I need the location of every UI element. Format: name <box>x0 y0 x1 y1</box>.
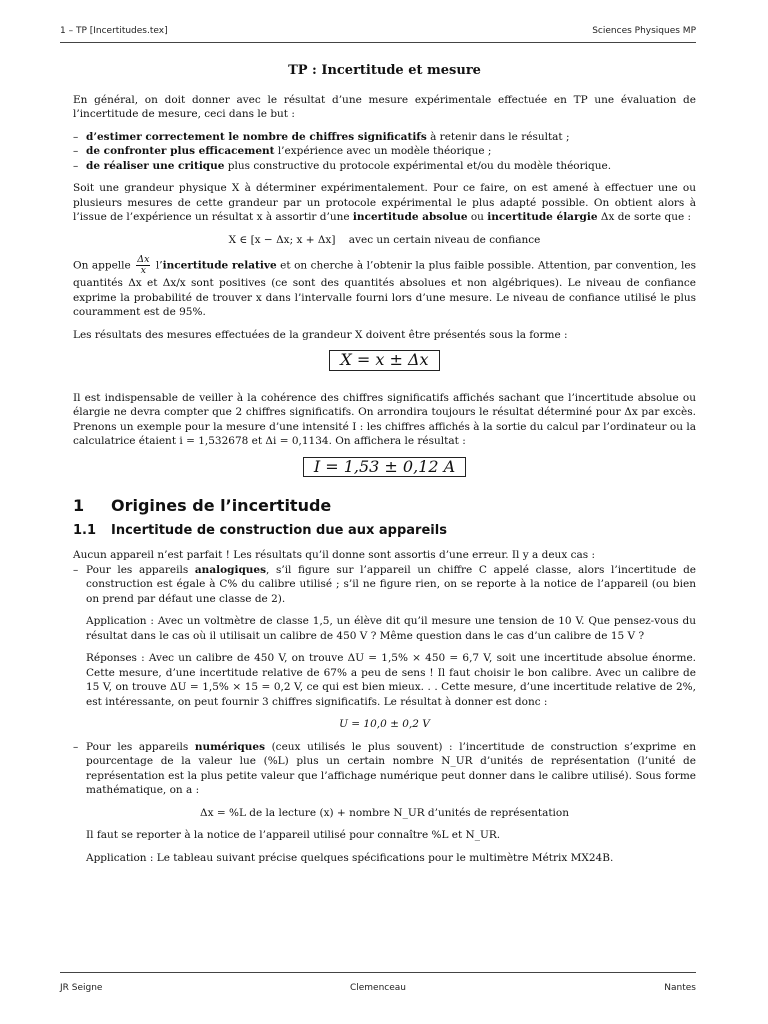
list-item <box>73 740 696 798</box>
fraction-numerator: Δx <box>137 254 150 265</box>
list-item <box>73 130 696 145</box>
devices-list <box>73 563 696 607</box>
notice-paragraph: Il faut se reporter à la notice de l’appareil utilisé pour connaître %L et N_UR. <box>86 829 501 841</box>
analog-text: , s’il figure sur l’appareil un chiffre C appelé classe, alors l’incertitude de construction est égale à C% du calibre utilisé ; s’il ne figure rien, on se reporte à la notice de l’appareil (ou bien on prend par défaut une classe de 2). <box>86 563 696 605</box>
application2-paragraph: Application : Le tableau suivant précise quelques spécifications pour le multimètre Métrix MX24B. <box>86 851 614 864</box>
page-title: TP : Incertitude et mesure <box>288 63 481 78</box>
numeric-text: (ceux utilisés le plus souvent) : l’incertitude de construction s’exprime en pourcentage de la valeur lue (%L) plus un certain nombre N_UR d’unités de représentation (l’unité de représentation est la plus petite valeur que l’affichage numérique peut donner dans le calibre utilisé). Sous forme mathématique, on a : <box>86 740 696 796</box>
extended-uncertainty-term: incertitude élargie <box>487 211 598 223</box>
analog-term: analogiques <box>194 563 267 576</box>
goal-text: à retenir dans le résultat ; <box>426 130 570 143</box>
significant-figures-paragraph: Il est indispensable de veiller à la cohérence des chiffres significatifs affichés sachant que l’incertitude absolue ou élargie ne devra compter que 2 chiffres significatifs. On arrondira toujours le résultat déterminé pour Δx par excès. Prenons un exemple pour la mesure d’une intensité I : les chiffres affichés à la sortie du calcul par l’ordinateur ou la calculatrice étaient i = 1,532678 et Δi = 0,1134. On affichera le résultat : <box>73 391 696 447</box>
header-left: 1 – TP [Incertitudes.tex] <box>60 26 168 36</box>
footer-right: Nantes <box>664 983 696 993</box>
definition-text: ou <box>467 211 488 223</box>
devices-intro-paragraph: Aucun appareil n’est parfait ! Les résultats qu’il donne sont assortis d’une erreur. Il y a deux cas : <box>73 549 595 561</box>
goal-bold: de confronter plus efficacement <box>86 145 275 157</box>
document-body <box>73 64 696 873</box>
definition-text: Soit une grandeur physique X à déterminer expérimentalement. Pour ce faire, on est amené à effectuer une ou plusieurs mesures de cette grandeur par un protocole expérimental le plus adapté possible. On obtient alors à l’issue de l’expérience un résultat x à assortir d’une <box>73 182 696 223</box>
relative-uncertainty-paragraph <box>73 255 696 320</box>
form-paragraph: Les résultats des mesures effectuées de la grandeur X doivent être présentés sous la forme : <box>73 328 568 341</box>
devices-list-numeric <box>73 740 696 798</box>
list-item <box>73 159 696 174</box>
section-number: 1 <box>73 496 85 515</box>
interval-equation: X ∈ [x − Δx; x + Δx] avec un certain niveau de confiance <box>228 233 541 246</box>
fraction <box>136 255 150 276</box>
rel-text: On appelle <box>73 259 131 272</box>
numeric-text: Pour les appareils <box>86 740 195 753</box>
goals-list <box>73 130 696 174</box>
result-form-box-wrap <box>73 350 696 371</box>
section-title: Origines de l’incertitude <box>111 496 332 515</box>
example-result-box-wrap <box>73 457 696 478</box>
goal-text: plus constructive du protocole expérimental et/ou du modèle théorique. <box>224 159 612 172</box>
page-footer <box>60 972 696 991</box>
page-header <box>60 24 696 43</box>
numeric-uncertainty-equation: Δx = %L de la lecture (x) + nombre N_UR d’unités de représentation <box>199 806 570 819</box>
list-item <box>73 563 696 607</box>
definition-paragraph <box>73 181 696 225</box>
application-paragraph: Application : Avec un voltmètre de classe 1,5, un élève dit qu’il mesure une tension de 10 V. Que pensez-vous du résultat dans le cas où il utilisait un calibre de 450 V ? Même question dans le cas d’un calibre de 15 V ? <box>86 615 696 642</box>
relative-uncertainty-term: incertitude relative <box>162 259 277 272</box>
result-form-box: X = x ± Δx <box>329 350 439 371</box>
goal-text: l’expérience avec un modèle théorique ; <box>274 145 492 157</box>
goal-bold: de réaliser une critique <box>86 159 225 172</box>
list-item <box>73 144 696 159</box>
rel-text: l’ <box>152 259 163 272</box>
subsection-title: Incertitude de construction due aux appareils <box>111 522 447 538</box>
definition-text: Δx de sorte que : <box>597 211 692 223</box>
voltage-result-equation: U = 10,0 ± 0,2 V <box>339 718 430 730</box>
footer-center: Clemenceau <box>349 983 407 993</box>
header-right: Sciences Physiques MP <box>592 26 696 36</box>
subsection-number: 1.1 <box>73 522 97 538</box>
answers-paragraph: Réponses : Avec un calibre de 450 V, on trouve ΔU = 1,5% × 450 = 6,7 V, soit une incertitude absolue énorme. Cette mesure, d’une incertitude relative de 67% a peu de sens ! Il faut choisir le bon calibre. Avec un calibre de 15 V, on trouve ΔU = 1,5% × 15 = 0,2 V, ce qui est bien mieux. . . Cette mesure, d’une incertitude relative de 2%, est intéressante, on peut fournir 3 chiffres significatifs. Le résultat à donner est donc : <box>86 652 696 708</box>
analog-text: Pour les appareils <box>86 563 195 576</box>
goal-bold: d’estimer correctement le nombre de chiffres significatifs <box>86 130 427 143</box>
numeric-term: numériques <box>194 740 265 753</box>
rel-text: et on cherche à l’obtenir la plus faible possible. Attention, par convention, les quantités Δx et Δx/x sont positives (ce sont des quantités absolues et non algébriques). Le niveau de confiance exprime la probabilité de trouver x dans l’intervalle fourni lors d’une mesure. Le niveau de confiance utilisé le plus couramment est de 95%. <box>73 259 696 318</box>
fraction-denominator: x <box>140 265 146 276</box>
absolute-uncertainty-term: incertitude absolue <box>352 211 468 223</box>
footer-left: JR Seigne <box>60 983 103 993</box>
subsection-heading <box>73 524 696 539</box>
section-heading <box>73 496 696 515</box>
example-result-box: I = 1,53 ± 0,12 A <box>303 457 466 478</box>
intro-paragraph: En général, on doit donner avec le résultat d’une mesure expérimentale effectuée en TP une évaluation de l’incertitude de mesure, ceci dans le but : <box>73 93 696 120</box>
